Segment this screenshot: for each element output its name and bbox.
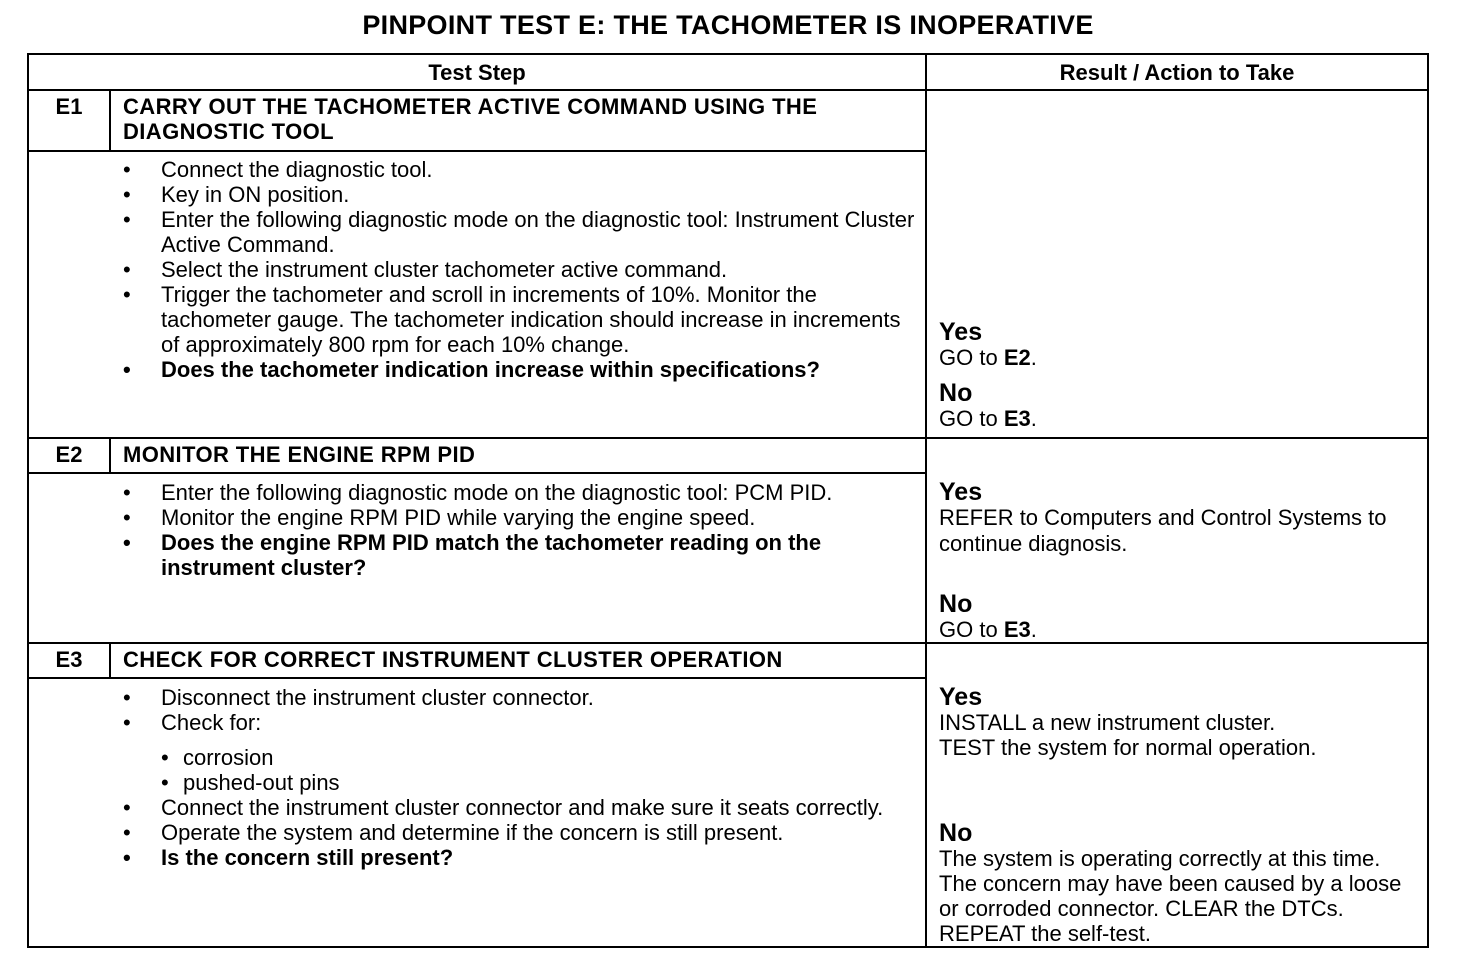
list-item: • Key in ON position. <box>49 182 915 207</box>
question-item: • Is the concern still present? <box>49 845 915 870</box>
list-item: • Select the instrument cluster tachometer active command. <box>49 257 915 282</box>
no-label: No <box>939 590 973 618</box>
list-item: • Trigger the tachometer and scroll in increments of 10%. Monitor the tachometer gauge. The tachometer indication should increase in increments of approximately 800 rpm for each 10% change. <box>49 282 915 357</box>
yes-action: GO to E2. <box>939 345 1037 370</box>
step-e3-heading-row <box>28 643 1428 678</box>
step-e3-instructions <box>28 678 926 947</box>
step-e1-heading-row <box>28 90 1428 151</box>
list-item: • Disconnect the instrument cluster connector. <box>49 685 915 710</box>
step-reference: E3 <box>1003 406 1031 431</box>
step-e1-result <box>926 90 1428 438</box>
step-e2-instructions <box>28 473 926 643</box>
step-e3-result <box>926 643 1428 947</box>
question-item: • Does the tachometer indication increase within specifications? <box>49 357 915 382</box>
pinpoint-test-table <box>27 53 1429 948</box>
no-action: GO to E3. <box>939 617 1037 642</box>
step-heading: CARRY OUT THE TACHOMETER ACTIVE COMMAND USING THE DIAGNOSTIC TOOL <box>110 90 926 151</box>
list-item: • Enter the following diagnostic mode on the diagnostic tool: Instrument Cluster Active Command. <box>49 207 915 257</box>
step-e2-heading-row <box>28 438 1428 473</box>
list-item: • Connect the instrument cluster connector and make sure it seats correctly. <box>49 795 915 820</box>
step-e2-result <box>926 438 1428 643</box>
step-e1-instructions <box>28 151 926 438</box>
step-reference: E3 <box>1003 617 1031 642</box>
no-label: No <box>939 819 973 847</box>
no-action: The system is operating correctly at this time. The concern may have been caused by a loose or corroded connector. CLEAR the DTCs. REPEAT the self-test. <box>939 846 1402 946</box>
header-result-action: Result / Action to Take <box>926 54 1428 90</box>
yes-action: REFER to Computers and Control Systems to continue diagnosis. <box>939 505 1387 556</box>
no-action: GO to E3. <box>939 406 1037 431</box>
list-item: • Enter the following diagnostic mode on the diagnostic tool: PCM PID. <box>49 480 915 505</box>
step-id: E2 <box>28 438 110 473</box>
header-test-step: Test Step <box>28 54 926 90</box>
yes-label: Yes <box>939 478 983 506</box>
list-item: • Operate the system and determine if the concern is still present. <box>49 820 915 845</box>
table-header-row <box>28 54 1428 90</box>
sub-list-item: • pushed-out pins <box>161 770 915 795</box>
sub-list-item: • corrosion <box>161 745 915 770</box>
yes-label: Yes <box>939 683 983 711</box>
list-item: • Check for: • corrosion • pushed-out pins <box>49 710 915 795</box>
list-item: • Connect the diagnostic tool. <box>49 157 915 182</box>
yes-label: Yes <box>939 318 983 346</box>
question-item: • Does the engine RPM PID match the tachometer reading on the instrument cluster? <box>49 530 915 580</box>
yes-action: TEST the system for normal operation. <box>939 735 1317 760</box>
yes-action: INSTALL a new instrument cluster. <box>939 710 1276 735</box>
step-id: E1 <box>28 90 110 151</box>
step-heading: CHECK FOR CORRECT INSTRUMENT CLUSTER OPERATION <box>110 643 926 678</box>
step-id: E3 <box>28 643 110 678</box>
no-label: No <box>939 379 973 407</box>
step-heading: MONITOR THE ENGINE RPM PID <box>110 438 926 473</box>
list-item: • Monitor the engine RPM PID while varying the engine speed. <box>49 505 915 530</box>
step-reference: E2 <box>1003 345 1031 370</box>
page-title: PINPOINT TEST E: THE TACHOMETER IS INOPERATIVE <box>362 10 1094 40</box>
